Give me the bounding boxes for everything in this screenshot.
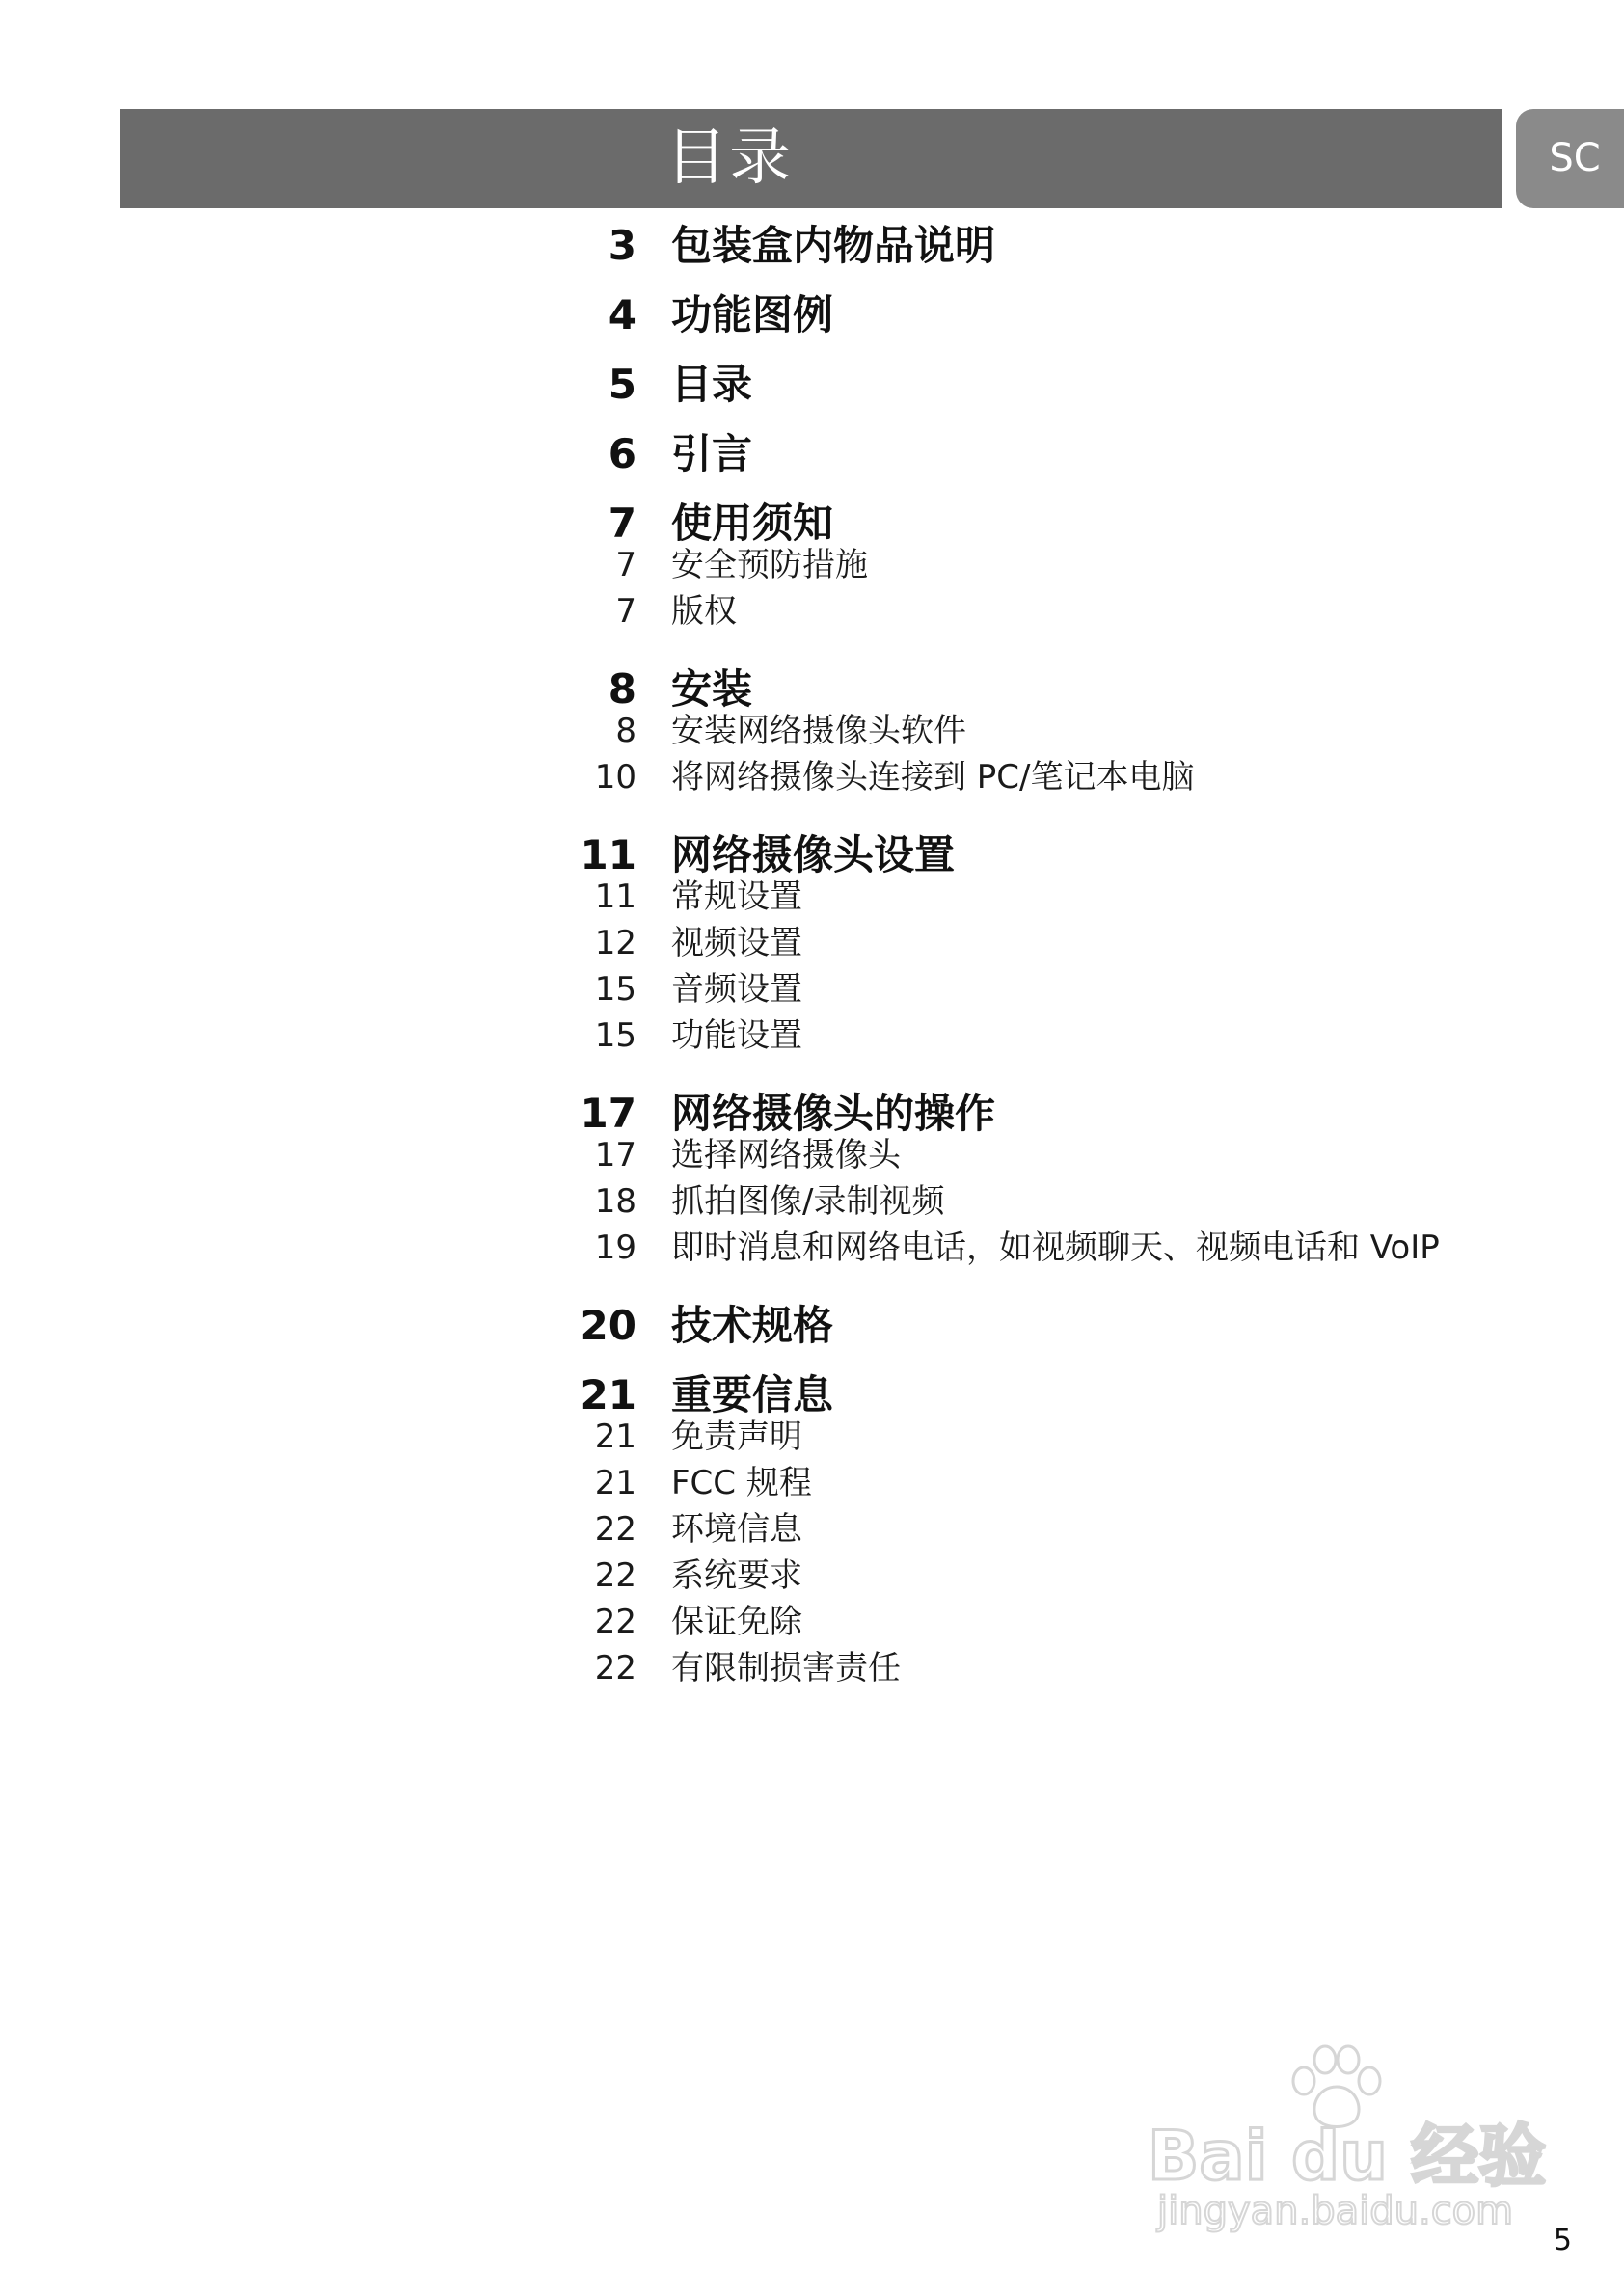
toc-entry (0, 361, 1624, 409)
toc-page-number: 3 (608, 222, 636, 269)
toc-title: 即时消息和网络电话，如视频聊天、视频电话和 VoIP (671, 1229, 1440, 1267)
toc-page-number: 15 (594, 1016, 636, 1055)
toc-title: 重要信息 (671, 1371, 834, 1418)
toc-title: 使用须知 (671, 500, 834, 547)
toc-title: 安装网络摄像头软件 (671, 712, 966, 750)
watermark-url: jingyan.baidu.com (1157, 2189, 1514, 2233)
toc-page-number: 17 (580, 1090, 636, 1137)
toc-page-number: 12 (594, 924, 636, 962)
toc-page-number: 17 (594, 1136, 636, 1175)
toc-entry (0, 665, 1624, 714)
toc-page-number: 21 (594, 1418, 636, 1456)
toc-title: 功能图例 (671, 291, 834, 338)
page-title: 目录 (665, 122, 793, 194)
toc-page-number: 7 (608, 500, 636, 547)
toc-entry (0, 1371, 1624, 1419)
toc-subentry (0, 542, 1624, 590)
toc-title: 网络摄像头的操作 (671, 1090, 996, 1137)
toc-page-number: 22 (594, 1603, 636, 1641)
toc-title: 音频设置 (671, 970, 802, 1009)
toc-subentry (0, 588, 1624, 636)
toc-entry (0, 222, 1624, 270)
toc-entry (0, 500, 1624, 548)
toc-title: 版权 (671, 592, 737, 631)
toc-subentry (0, 754, 1624, 802)
toc-title: FCC 规程 (671, 1464, 812, 1502)
toc-subentry (0, 1414, 1624, 1462)
toc-page-number: 11 (594, 878, 636, 916)
toc-title: 常规设置 (671, 878, 802, 916)
toc-entry (0, 1090, 1624, 1138)
toc-page-number: 11 (580, 831, 636, 878)
toc-subentry (0, 1506, 1624, 1554)
toc-subentry (0, 920, 1624, 968)
toc-page-number: 4 (608, 291, 636, 338)
toc-subentry (0, 874, 1624, 922)
toc-subentry (0, 1460, 1624, 1508)
toc-title: 引言 (671, 430, 753, 477)
toc-page-number: 22 (594, 1556, 636, 1595)
toc-page-number: 8 (615, 712, 636, 750)
page-number: 5 (1553, 2224, 1572, 2257)
toc-title: 环境信息 (671, 1510, 802, 1549)
toc-title: 选择网络摄像头 (671, 1136, 901, 1175)
toc-entry (0, 1302, 1624, 1350)
toc-title: 抓拍图像/录制视频 (671, 1182, 945, 1221)
toc-page-number: 6 (608, 430, 636, 477)
toc-title: 安全预防措施 (671, 546, 868, 584)
toc-subentry (0, 708, 1624, 756)
baidu-watermark (1148, 2044, 1553, 2237)
watermark-brand: Bai du 经验 (1148, 2117, 1547, 2196)
toc-page-number: 7 (615, 546, 636, 584)
toc-page-number: 18 (594, 1182, 636, 1221)
toc-page-number: 7 (615, 592, 636, 631)
toc-title: 目录 (671, 361, 753, 408)
toc-entry (0, 291, 1624, 339)
toc-page-number: 20 (580, 1302, 636, 1349)
toc-title: 网络摄像头设置 (671, 831, 956, 878)
language-tab: SC (1516, 109, 1624, 208)
toc-page-number: 10 (594, 758, 636, 797)
toc-entry (0, 430, 1624, 478)
toc-subentry (0, 1225, 1624, 1273)
toc-title: 包装盒内物品说明 (671, 222, 996, 269)
toc-subentry (0, 1553, 1624, 1601)
toc-subentry (0, 1599, 1624, 1647)
toc-page-number: 22 (594, 1510, 636, 1549)
toc-title: 免责声明 (671, 1418, 802, 1456)
toc-title: 视频设置 (671, 924, 802, 962)
toc-subentry (0, 1132, 1624, 1180)
toc-title: 有限制损害责任 (671, 1649, 901, 1688)
toc-subentry (0, 1013, 1624, 1061)
toc-title: 技术规格 (671, 1302, 834, 1349)
toc-title: 安装 (671, 665, 753, 713)
toc-page-number: 21 (594, 1464, 636, 1502)
toc-entry (0, 831, 1624, 879)
toc-title: 将网络摄像头连接到 PC/笔记本电脑 (671, 758, 1195, 797)
toc-subentry (0, 1645, 1624, 1693)
toc-page-number: 21 (580, 1371, 636, 1418)
toc-title: 系统要求 (671, 1556, 802, 1595)
toc-subentry (0, 1178, 1624, 1227)
toc-page-number: 8 (608, 665, 636, 713)
toc-title: 保证免除 (671, 1603, 802, 1641)
toc-page-number: 5 (608, 361, 636, 408)
toc-page-number: 22 (594, 1649, 636, 1688)
toc-subentry (0, 966, 1624, 1014)
toc-page-number: 15 (594, 970, 636, 1009)
toc-page-number: 19 (594, 1229, 636, 1267)
toc-title: 功能设置 (671, 1016, 802, 1055)
